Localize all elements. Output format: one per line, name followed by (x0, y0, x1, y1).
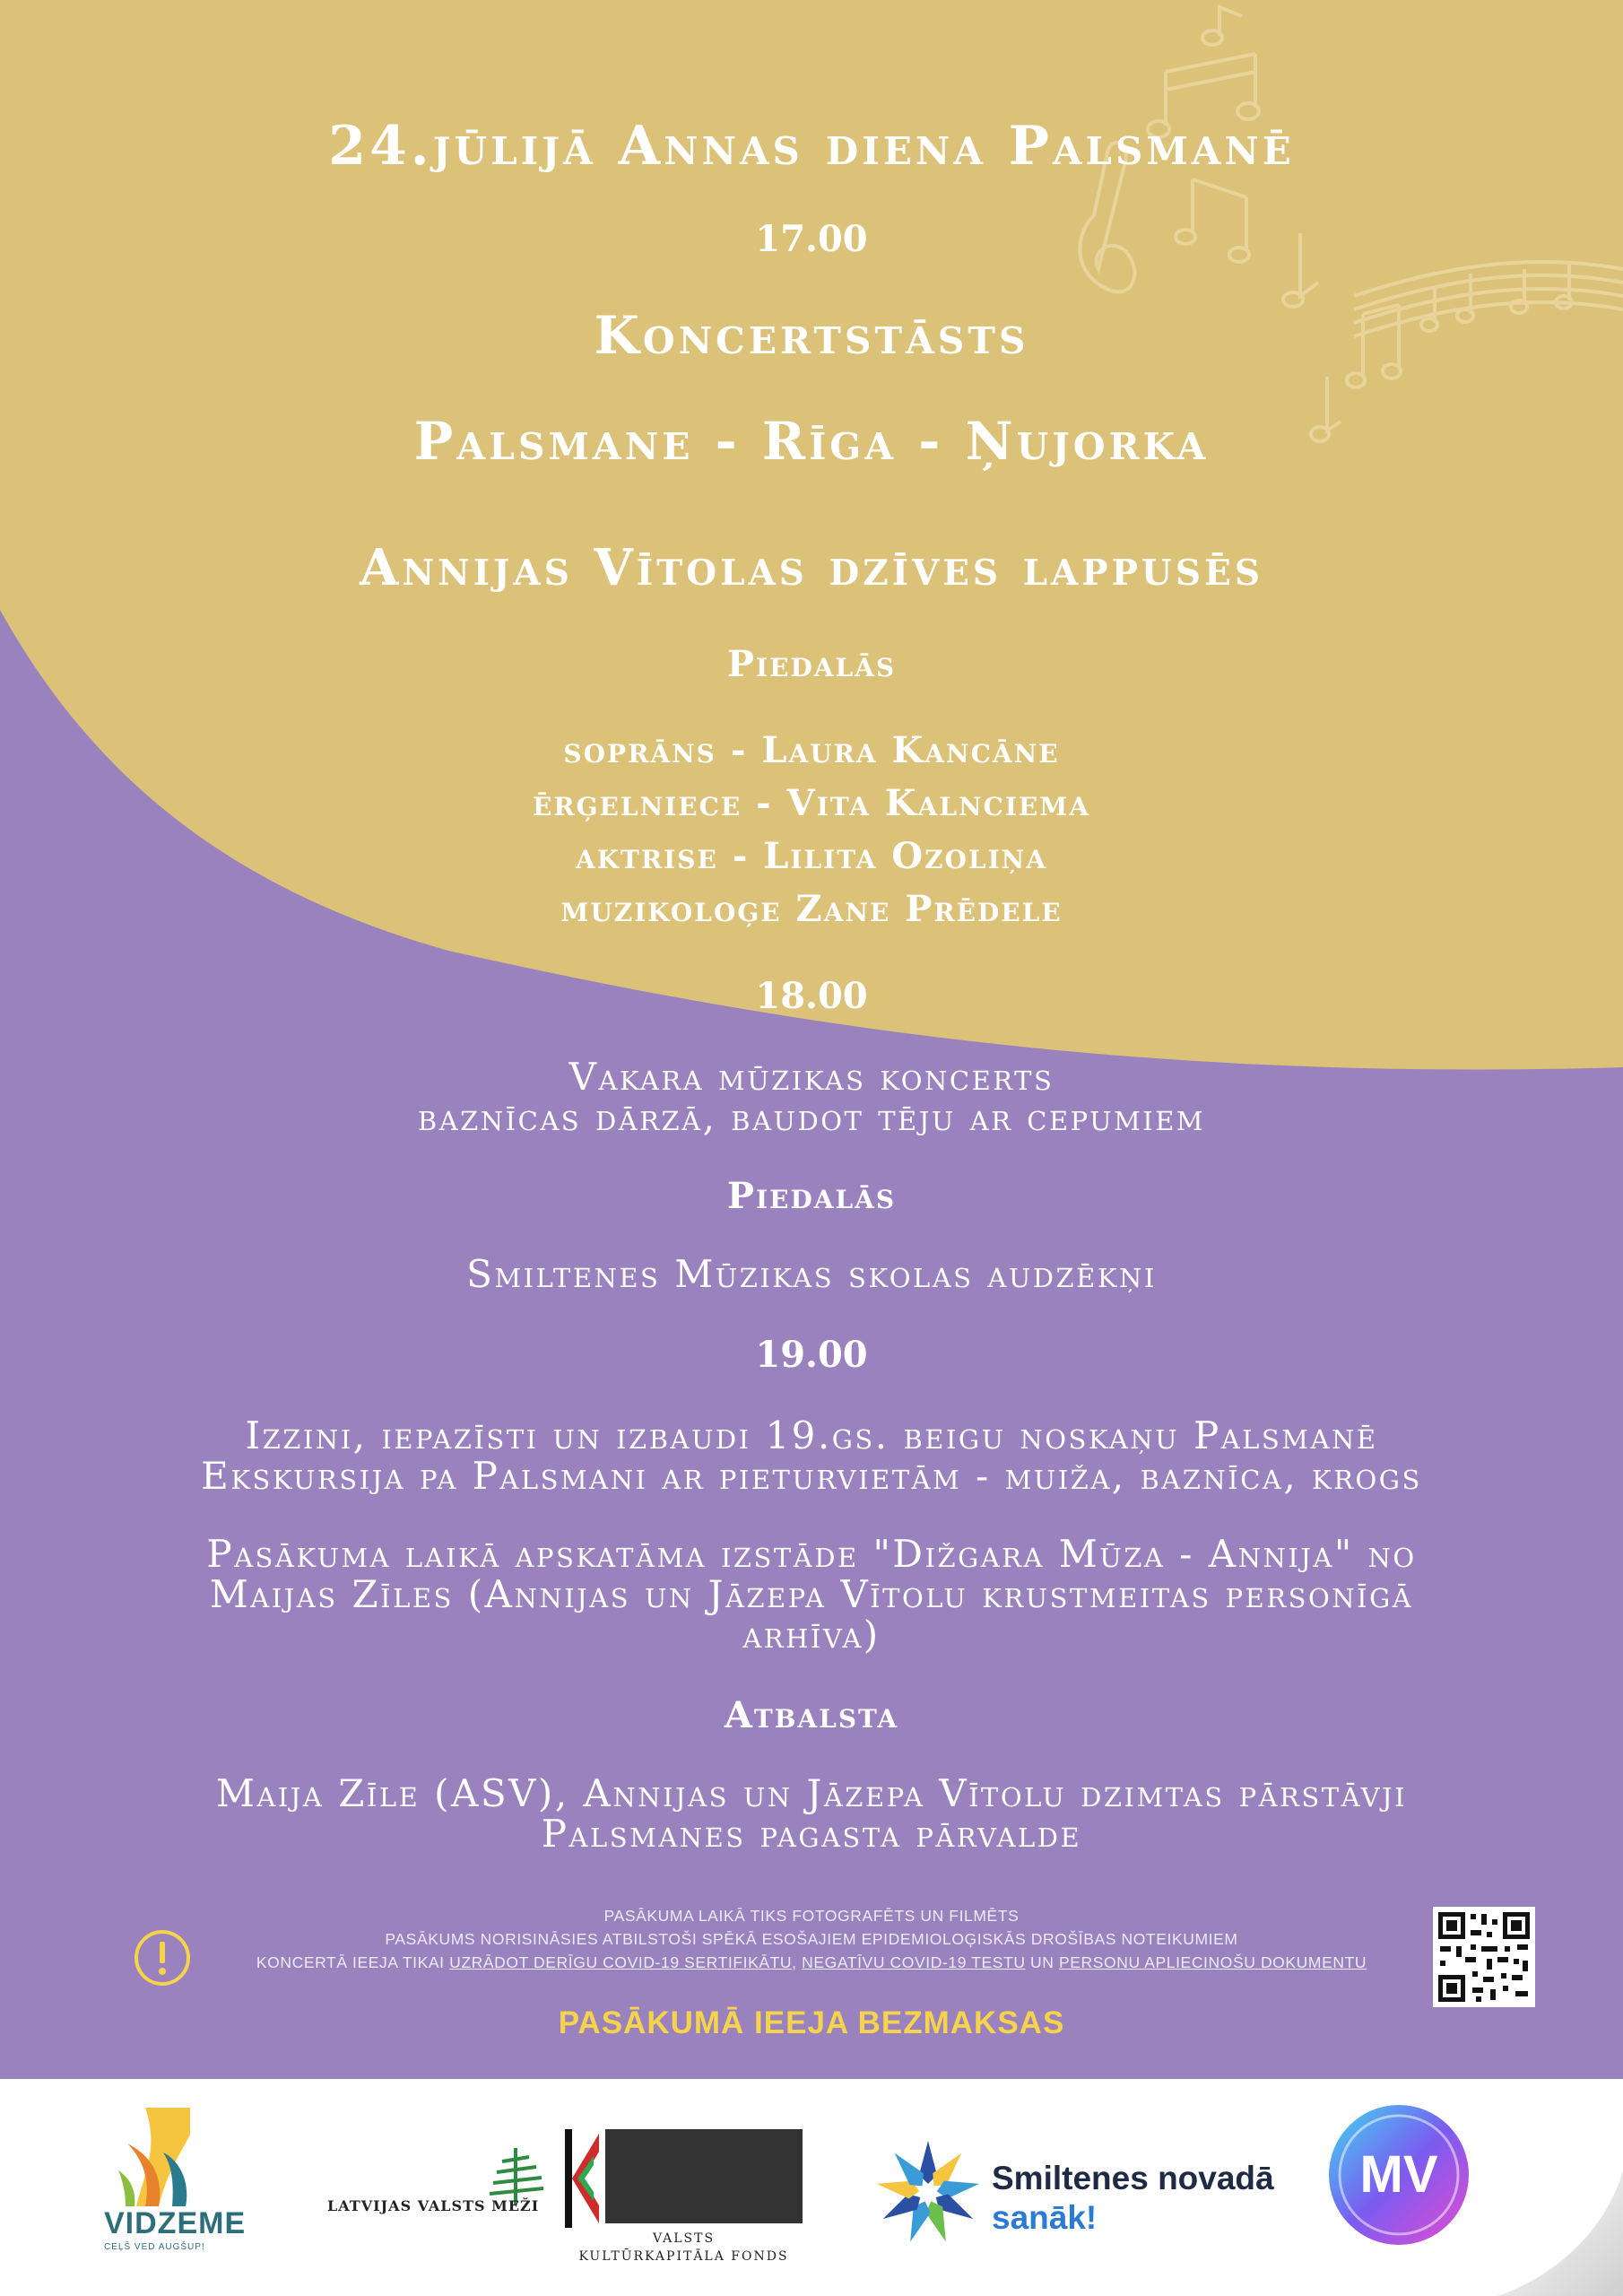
participant: aktrise - Lilita Ozoliņa (575, 835, 1048, 877)
event1-participants-heading: Piedalās (726, 643, 897, 685)
notice-text: , (792, 1953, 803, 1971)
page-curl-icon (1497, 2170, 1623, 2296)
smiltene-logo (870, 2135, 1300, 2256)
event1-name: Koncertstāsts (594, 305, 1029, 366)
poster-title: 24.jūlijā Annas diena Palsmanē (328, 115, 1295, 178)
event2-line: baznīcas dārzā, baudot tēju ar cepumiem (417, 1095, 1206, 1139)
support-heading: Atbalsta (724, 1694, 899, 1736)
mv-logo (1318, 2099, 1623, 2296)
smiltene-line1: Smiltenes novadā (992, 2160, 1274, 2196)
vkkf-k-icon (565, 2129, 601, 2228)
event1-route: Palsmane - Rīga - Ņujorka (413, 411, 1210, 472)
event2-line: Vakara mūzikas koncerts (568, 1055, 1055, 1099)
event3-line: Ekskursija pa Palsmani ar pieturvietām - muiža, baznīca, krogs (201, 1454, 1422, 1498)
support-line: Palsmanes pagasta pārvalde (541, 1812, 1082, 1856)
notice-text: KONCERTĀ IEEJA TIKAI (256, 1953, 450, 1971)
covid-certificate-link[interactable]: UZRĀDOT DERĪGU COVID-19 SERTIFIKĀTU (449, 1953, 793, 1971)
exhibition-line: arhīva) (742, 1613, 881, 1657)
notice-line: PASĀKUMA LAIKĀ TIKS FOTOGRAFĒTS UN FILMĒTS (603, 1907, 1020, 1925)
vidzeme-slogan: CEĻŠ VED AUGŠUP! (104, 2242, 205, 2252)
lvm-logo (327, 2144, 547, 2233)
vidzeme-name: VIDZEME (104, 2206, 247, 2240)
vkkf-block (605, 2129, 803, 2223)
support-text (0, 1773, 1623, 1854)
event2-participants: Smiltenes Mūzikas skolas audzēkņi (466, 1252, 1157, 1296)
event2-description (0, 1057, 1623, 1137)
notice-text: UN (1025, 1953, 1059, 1971)
notice-line (206, 1951, 1417, 1974)
exhibition-text (0, 1534, 1623, 1655)
participant: muzikoloģe Zane Prēdele (560, 888, 1063, 930)
negative-test-link[interactable]: NEGATĪVU COVID-19 TESTU (802, 1953, 1026, 1971)
event1-time: 17.00 (755, 218, 868, 260)
mv-text: MV (1359, 2145, 1438, 2204)
exhibition-line: Maijas Zīles (Annijas un Jāzepa Vītolu krustmeitas personīgā (209, 1572, 1414, 1616)
free-entry-notice: PASĀKUMĀ IEEJA BEZMAKSAS (558, 2005, 1065, 2040)
event3-line: Izzini, iepazīsti un izbaudi 19.gs. beigu noskaņu Palsmanē (245, 1413, 1378, 1457)
event2-participants-heading: Piedalās (726, 1175, 897, 1217)
smiltene-line2: sanāk! (992, 2199, 1098, 2236)
exhibition-line: Pasākuma laikā apskatāma izstāde "Dižgara Mūza - Annija" no (206, 1532, 1417, 1576)
lvm-name: LATVIJAS VALSTS MEŽI (327, 2197, 540, 2214)
event3-time: 19.00 (755, 1334, 868, 1376)
warning-icon (133, 1928, 192, 1987)
vidzeme-emblem-icon (118, 2108, 199, 2215)
vkkf-logo (565, 2129, 803, 2273)
vidzeme-logo (100, 2108, 289, 2260)
event1-participants-list (0, 724, 1623, 935)
notice-line: PASĀKUMS NORISINĀSIES ATBILSTOŠI SPĒKĀ ESOŠAJIEM EPIDEMIOLOĢISKĀS DROŠĪBAS NOTEIKUMIEM (385, 1930, 1238, 1948)
safety-notice (206, 1904, 1417, 1974)
qr-code-icon[interactable] (1433, 1907, 1535, 2007)
event3-description (0, 1415, 1623, 1496)
vkkf-line1: VALSTS (652, 2231, 716, 2246)
vkkf-line2: KULTŪRKAPITĀLA FONDS (578, 2249, 789, 2264)
support-line: Maija Zīle (ASV), Annijas un Jāzepa Vītolu dzimtas pārstāvji (215, 1771, 1408, 1815)
event1-subtitle: Annijas Vītolas dzīves lappusēs (360, 538, 1263, 597)
id-document-link[interactable]: PERSONU APLIECINOŠU DOKUMENTU (1058, 1953, 1367, 1971)
smiltene-flower-icon (870, 2135, 986, 2251)
participant: soprāns - Laura Kancāne (563, 729, 1060, 771)
event2-time: 18.00 (755, 975, 868, 1017)
participant: ērģelniece - Vita Kalnciema (533, 782, 1090, 824)
